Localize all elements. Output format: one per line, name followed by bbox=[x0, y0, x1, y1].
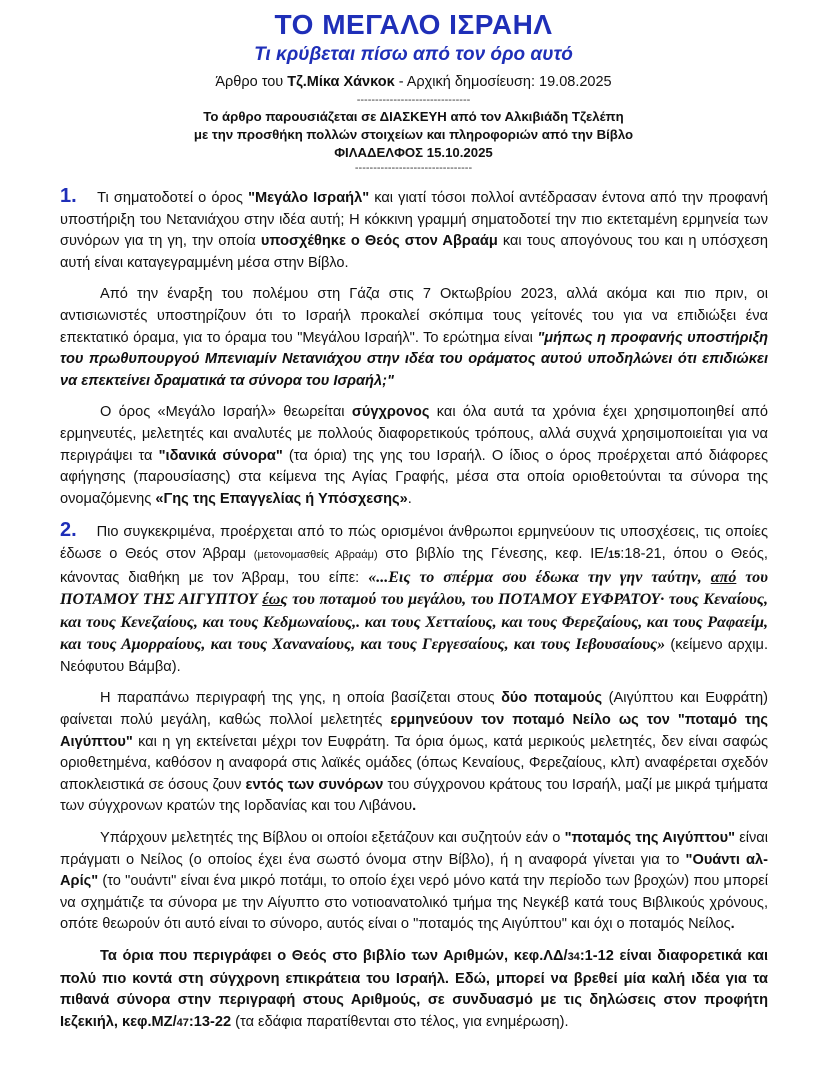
author-name: Τζ.Μίκα Χάνκοκ bbox=[287, 74, 395, 90]
intro-line: Το άρθρο παρουσιάζεται σε ΔΙΑΣΚΕΥΗ από τον Αλκιβιάδη Τζελέπη bbox=[203, 109, 624, 124]
page-subtitle bbox=[0, 44, 827, 66]
section-1-paragraph-3: Ο όρος «Μεγάλο Ισραήλ» θεωρείται σύγχρονος και όλα αυτά τα χρόνια έχει χρησιμοποιηθεί από ερμηνευτές, μελετητές και αναλυτές με πολλούς διαφορετικούς τρόπους, αλλά συχνά χρησιμοποιείται για να περιγράψει τα "ιδανικά σύνορα" (τα όρια) της γης του Ισραήλ. Ο ίδιος ο όρος προέρχεται από διάφορες αφήγησης (παρουσίασης) στα κείμενα της Αγίας Γραφής, μέσα στα οποία οριοθετούνται τα σύνορα της ονομαζόμενης «Γης της Επαγγελίας ή Υπόσχεσης». bbox=[60, 404, 769, 507]
section-1-paragraph-1: 1. Τι σηματοδοτεί ο όρος "Μεγάλο Ισραήλ" και γιατί τόσοι πολλοί αντέδρασαν έντονα από την προφανή υποστήριξη του Νετανιάχου στην ιδέα αυτή; Η κόκκινη γραμμή σηματοδοτεί την πιο εκτεταμένη ερμηνεία των συνόρων για τη γη, την οποία υποσχέθηκε ο Θεός στον Αβραάμ και τους απογόνους του και η υπόσχεση αυτή είναι καταγεγραμμένη μέσα στην Βίβλο. bbox=[60, 185, 768, 271]
section-2-paragraph-3: Υπάρχουν μελετητές της Βίβλου οι οποίοι εξετάζουν και συζητούν εάν ο "ποταμός της Αιγύπτου" είναι πράγματι ο Νείλος (ο οποίος έχει ένα σωστό όνομα στην Βίβλο), ή η αναφορά γίνεται για το "Ουάντι αλ-Αρίς" (το "ουάντι" είναι ένα μικρό ποτάμι, το οποίο έχει νερό μόνο κατά την περίοδο των βροχών) που μπορεί να σχημάτιζε τα σύνορα με την Αίγυπτο στο νοτιοανατολικό τμήμα της Νεγκέβ κατά τους Βιβλικούς χρόνους, οπότε θεωρούν ότι αυτό είναι το σύνορο, αυτός είναι ο "ποταμός της Αιγύπτου" και όχι ο ποταμός Νείλος. bbox=[60, 830, 768, 933]
intro-note bbox=[0, 108, 827, 162]
section-number: 1. bbox=[60, 185, 77, 207]
scripture-quote: «...Εις το σπέρμα σου έδωκα την γην ταύτην, από του ΠΟΤΑΜΟΥ ΤΗΣ ΑΙΓΥΠΤΟΥ έως του ποταμού του μεγάλου, του ΠΟΤΑΜΟΥ ΕΥΦΡΑΤΟΥ· τους Κεναίους, και τους Κενεζαίους, και τους Κεδμωναίους,. και τους Χετταίους, και τους Φερεζαίους, και τους Ραφαείμ, και τους Αμορραίους, και τους Χαναναίους, και τους Γεργεσαίους, και τους Ιεβουσαίους» bbox=[60, 568, 769, 654]
page-title: ΤΟ ΜΕΓΑΛΟ ΙΣΡΑΗΛ bbox=[274, 9, 553, 40]
publish-date: - Αρχική δημοσίευση: 19.08.2025 bbox=[394, 74, 612, 90]
section-1-paragraph-2: Από την έναρξη του πολέμου στη Γάζα στις 7 Οκτωβρίου 2023, αλλά ακόμα και πιο πριν, οι αντισιωνιστές υποστηρίζουν ότι το Ισραήλ προκαλεί σκόπιμα τους γείτονές του για να επιδιώξει ένα επεκτατικό όραμα, για το όραμα του "Μεγάλου Ισραήλ". Το ερώτημα είναι "μήπως η προφανής υποστήριξη του πρωθυπουργού Μπενιαμίν Νετανιάχου στην ιδέα του οράματος αυτού υποδηλώνει ότι επιδιώκει να επεκτείνει δραματικά τα σύνορα του Ισραήλ;" bbox=[60, 286, 768, 389]
intro-date: ΦΙΛΑΔΕΛΦΟΣ 15.10.2025 bbox=[334, 145, 493, 160]
subtitle-text: Τι κρύβεται πίσω από τον όρο αυτό bbox=[254, 44, 573, 65]
article-meta bbox=[0, 74, 827, 90]
section-number: 2. bbox=[60, 519, 77, 542]
article-body bbox=[60, 186, 768, 1034]
divider-top: ------------------------------- bbox=[356, 94, 471, 106]
meta-prefix: Άρθρο του bbox=[215, 74, 288, 90]
divider-bottom: -------------------------------- bbox=[354, 162, 473, 174]
section-2-paragraph-4: Τα όρια που περιγράφει ο Θεός στο βιβλίο των Αριθμών, κεφ.ΛΔ/34:1-12 είναι διαφορετικά και πολύ πιο κοντά στη σύγχρονη επικράτεια του Ισραήλ. Εδώ, μπορεί να βρεθεί μία καλή ιδέα για τα πιθανά σύνορα στην περιγραφή στους Αριθμούς, σε συνδυασμό με τις δηλώσεις στον προφήτη Ιεζεκιήλ, κεφ.ΜΖ/47:13-22 (τα εδάφια παρατίθενται στο τέλος, για ενημέρωση). bbox=[60, 948, 768, 1030]
section-2-paragraph-2: Η παραπάνω περιγραφή της γης, η οποία βασίζεται στους δύο ποταμούς (Αιγύπτου και Ευφράτη) φαίνεται πολύ μεγάλη, καθώς πολλοί μελετητές ερμηνεύουν τον ποταμό Νείλο ως τον "ποταμό της Αιγύπτου" και η γη εκτείνεται μέχρι τον Ευφράτη. Τα όρια όμως, κατά μερικούς μελετητές, δεν είναι σαφώς οριοθετημένα, καθόσον η αναφορά στις λαϊκές ομάδες (όπως Κεναίους, Φερεζαίους, κλπ) αναφέρεται σχεδόν αποκλειστικά σε όσους ζουν εντός των συνόρων του σύγχρονου κράτους του Ισραήλ, μαζί με μικρά τμήματα των σύγχρονων κρατών της Ιορδανίας και του Λιβάνου. bbox=[60, 690, 768, 815]
intro-line: με την προσθήκη πολλών στοιχείων και πληροφοριών από την Βίβλο bbox=[193, 127, 634, 142]
section-2-paragraph-1: 2. Πιο συγκεκριμένα, προέρχεται από το πώς ορισμένοι άνθρωποι ερμηνεύουν τις υποσχέσεις, τις οποίες έδωσε ο Θεός στον Άβραμ (μετονομασθείς Αβραάμ) στο βιβλίο της Γένεσης, κεφ. ΙΕ/15:18-21, όπου ο Θεός, κάνοντας διαθήκη με τον Άβραμ, του είπε: «...Εις το σπέρμα σου έδωκα την γην ταύτην, από του ΠΟΤΑΜΟΥ ΤΗΣ ΑΙΓΥΠΤΟΥ έως του ποταμού του μεγάλου, του ΠΟΤΑΜΟΥ ΕΥΦΡΑΤΟΥ· τους Κεναίους, και τους Κενεζαίους, και τους Κεδμωναίους,. και τους Χετταίους, και τους Φερεζαίους, και τους Ραφαείμ, και τους Αμορραίους, και τους Χαναναίους, και τους Γεργεσαίους, και τους Ιεβουσαίους» (κείμενο αρχιμ. Νεόφυτου Βάμβα). bbox=[60, 519, 769, 675]
